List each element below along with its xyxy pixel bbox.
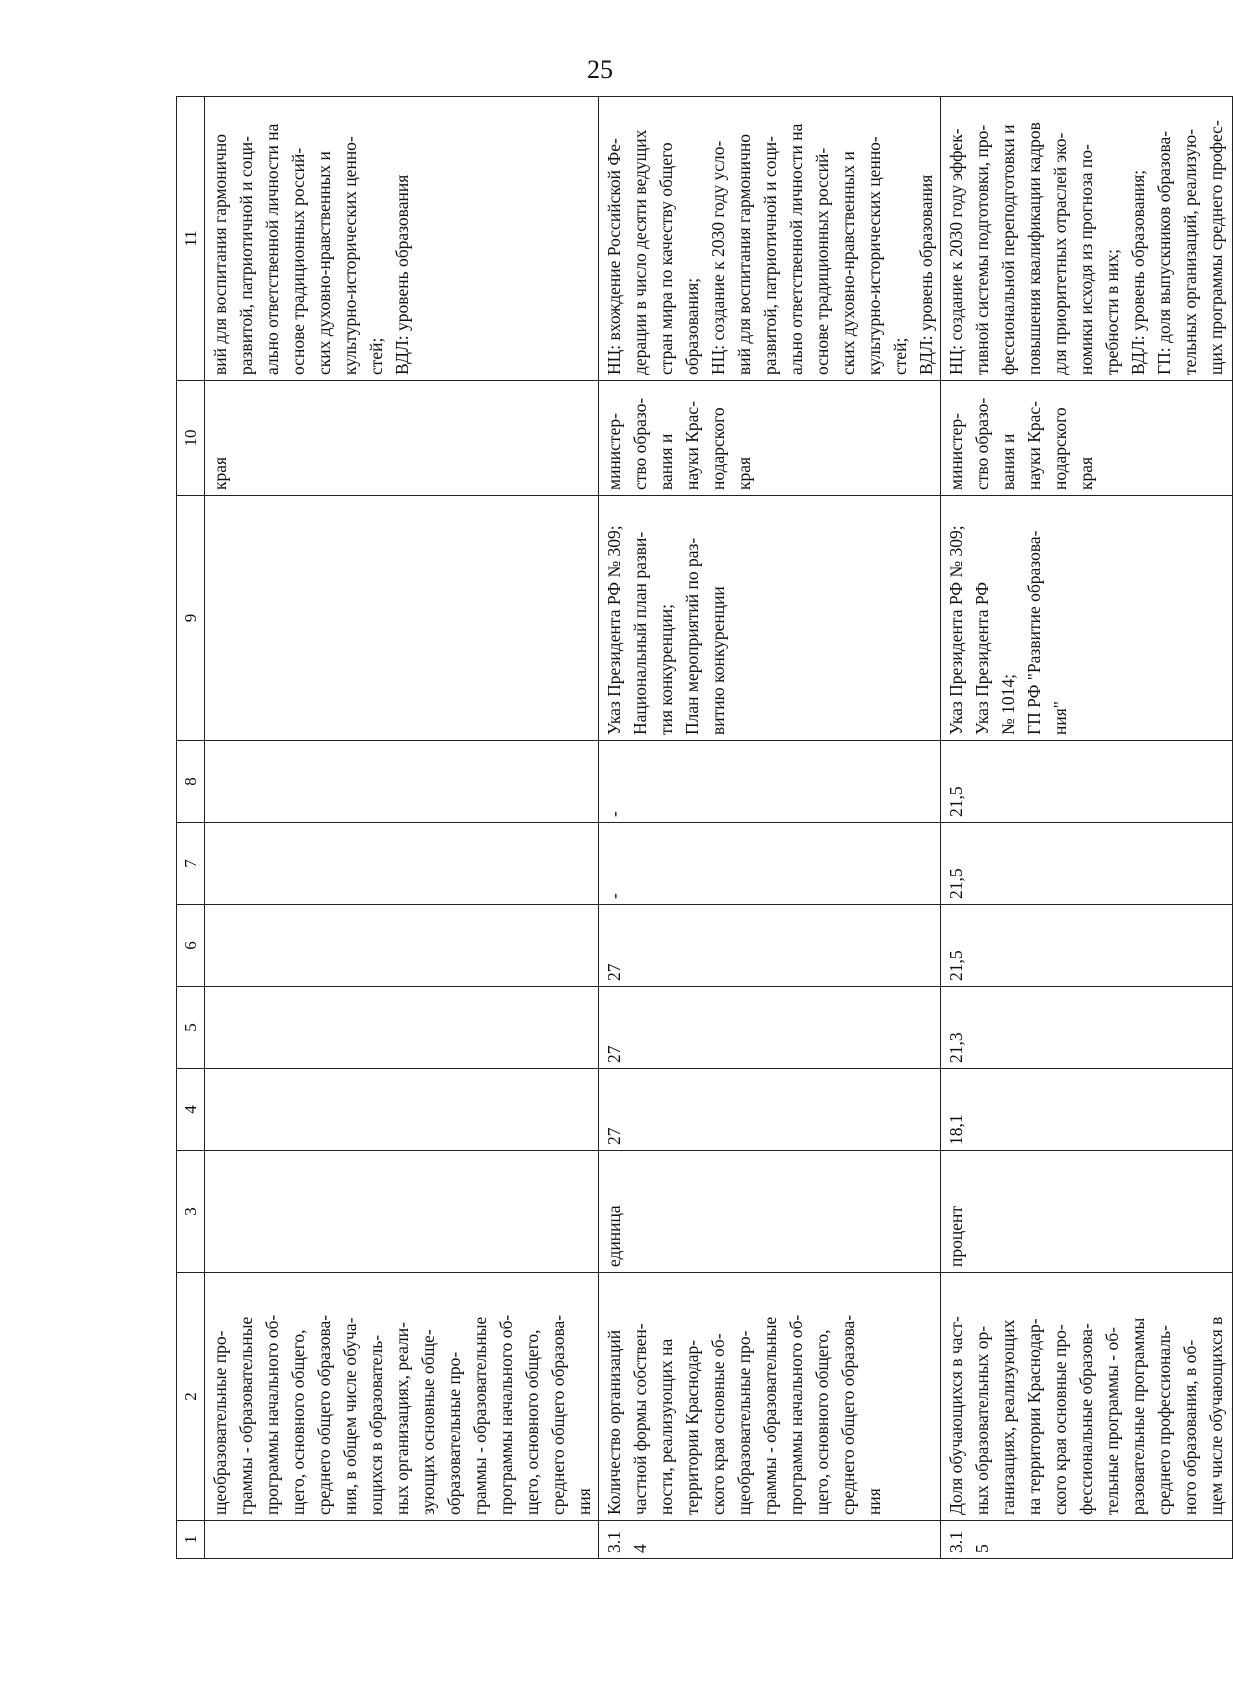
- header-col-7: 7: [177, 823, 205, 905]
- indicator-name: щеобразовательные про- граммы - образовательные программы начального об- щего, основного общего, среднего общего образова- ния, в общем числе обуча- ющихся в образователь- ных организациях, реали- зующих основные обще- образовательные про- граммы - образовательные программы начального об- щего, основного общего, среднего общего образова- ния: [205, 1273, 599, 1521]
- indicators-table: [176, 96, 1233, 1559]
- goals-cell: НЦ: создание к 2030 году эффек- тивной системы подготовки, про- фессиональной переподготовки и повышения квалификации кадров для приоритетных отраслей эко- номики исходя из прогноза по- требности в них; ВДЛ: уровень образования; ГП: доля выпускников образова- тельных организаций, реализую- щих программы среднего профес-: [941, 97, 1233, 381]
- responsible-body-cell: края: [205, 381, 599, 496]
- rotated-table-container: [176, 97, 1226, 1559]
- value-col-7: -: [599, 823, 941, 905]
- indicator-name: Доля обучающихся в част- ных образовательных ор- ганизациях, реализующих на территории Краснодар- ского края основные про- фессиональные образова- тельные программы - об- разовательные программы среднего профессиональ- ного образования, в об- щем числе обучающихся в: [941, 1273, 1233, 1521]
- responsible-body-cell: министер- ство образо- вания и науки Крас- нодарского края: [941, 381, 1233, 496]
- header-col-6: 6: [177, 905, 205, 987]
- header-col-2: 2: [177, 1273, 205, 1521]
- table-row: [599, 97, 941, 1559]
- header-col-10: 10: [177, 381, 205, 496]
- unit-cell: [205, 1151, 599, 1273]
- table-header-row: [177, 97, 205, 1559]
- unit-cell: процент: [941, 1151, 1233, 1273]
- header-col-11: 11: [177, 97, 205, 381]
- table-row: [205, 97, 599, 1559]
- row-number: 3.15: [941, 1521, 1233, 1559]
- page-number: 25: [587, 55, 613, 84]
- value-col-5: [205, 987, 599, 1069]
- value-col-4: 18,1: [941, 1069, 1233, 1151]
- goals-cell: НЦ: вхождение Российской Фе- дерации в число десяти ведущих стран мира по качеству общего образования; НЦ: создание к 2030 году усло- вий для воспитания гармонично развитой, патриотичной и соци- ально ответственной личности на основе традиционных россий- ских духовно-нравственных и культурно-исторических ценно- стей; ВДЛ: уровень образования: [599, 97, 941, 381]
- header-col-8: 8: [177, 741, 205, 823]
- legal-basis-cell: [205, 496, 599, 741]
- value-col-7: [205, 823, 599, 905]
- header-col-5: 5: [177, 987, 205, 1069]
- value-col-8: [205, 741, 599, 823]
- header-col-4: 4: [177, 1069, 205, 1151]
- goals-cell: вий для воспитания гармонично развитой, патриотичной и соци- ально ответственной личности на основе традиционных россий- ских духовно-нравственных и культурно-исторических ценно- стей; ВДЛ: уровень образования: [205, 97, 599, 381]
- row-number: [205, 1521, 599, 1559]
- header-col-9: 9: [177, 496, 205, 741]
- unit-cell: единица: [599, 1151, 941, 1273]
- value-col-7: 21,5: [941, 823, 1233, 905]
- value-col-6: 21,5: [941, 905, 1233, 987]
- value-col-8: 21,5: [941, 741, 1233, 823]
- value-col-5: 21,3: [941, 987, 1233, 1069]
- table-row: [941, 97, 1233, 1559]
- indicator-name: Количество организаций частной формы собствен- ности, реализующих на территории Краснодар- ского края основные об- щеобразовательные про- граммы - образовательные программы начального об- щего, основного общего, среднего общего образова- ния: [599, 1273, 941, 1521]
- header-col-3: 3: [177, 1151, 205, 1273]
- responsible-body-cell: министер- ство образо- вания и науки Крас- нодарского края: [599, 381, 941, 496]
- legal-basis-cell: Указ Президента РФ № 309; Национальный план разви- тия конкуренции; План мероприятий по раз- витию конкуренции: [599, 496, 941, 741]
- value-col-4: 27: [599, 1069, 941, 1151]
- row-number: 3.14: [599, 1521, 941, 1559]
- value-col-5: 27: [599, 987, 941, 1069]
- value-col-6: 27: [599, 905, 941, 987]
- header-col-1: 1: [177, 1521, 205, 1559]
- value-col-8: -: [599, 741, 941, 823]
- value-col-6: [205, 905, 599, 987]
- legal-basis-cell: Указ Президента РФ № 309; Указ Президента РФ № 1014; ГП РФ "Развитие образова- ния": [941, 496, 1233, 741]
- value-col-4: [205, 1069, 599, 1151]
